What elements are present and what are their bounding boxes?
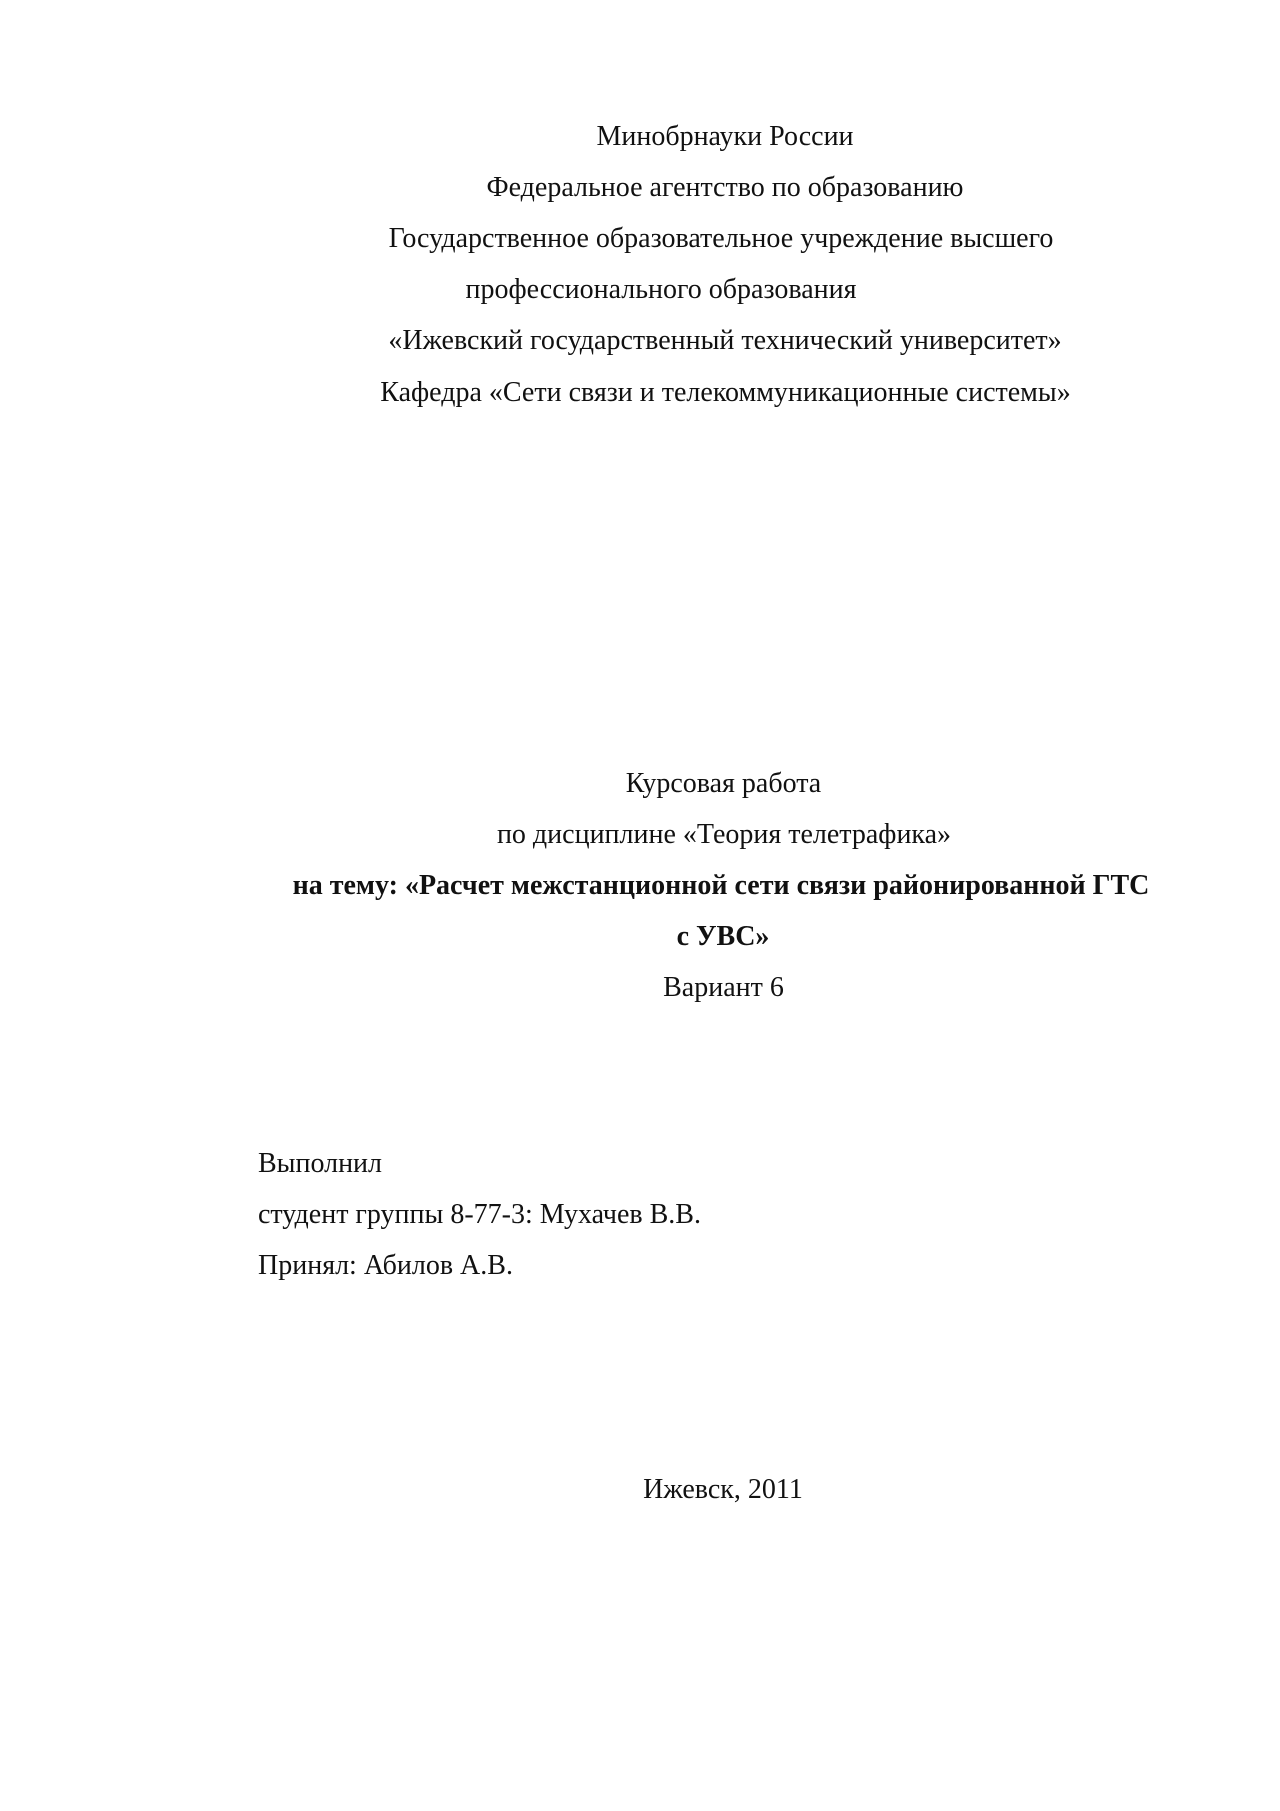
department-line: Кафедра «Сети связи и телекоммуникационные системы»: [380, 377, 1071, 408]
city-year: Ижевск, 2011: [643, 1474, 803, 1505]
topic-line-2: с УВС»: [676, 921, 770, 952]
institution-line-2: профессионального образования: [465, 274, 857, 305]
university-line: «Ижевский государственный технический университет»: [388, 325, 1062, 356]
performed-label: Выполнил: [258, 1148, 383, 1179]
ministry-line: Минобрнауки России: [596, 121, 854, 152]
work-type: Курсовая работа: [625, 768, 822, 799]
accepted-line: Принял: Абилов А.В.: [258, 1250, 513, 1281]
topic-line-1: на тему: «Расчет межстанционной сети связи районированной ГТС: [292, 870, 1150, 901]
student-line: студент группы 8-77-3: Мухачев В.В.: [258, 1199, 701, 1230]
discipline-line: по дисциплине «Теория телетрафика»: [496, 819, 952, 850]
variant-line: Вариант 6: [663, 972, 784, 1003]
agency-line: Федеральное агентство по образованию: [486, 172, 964, 203]
institution-line-1: Государственное образовательное учреждение высшего: [388, 223, 1054, 254]
